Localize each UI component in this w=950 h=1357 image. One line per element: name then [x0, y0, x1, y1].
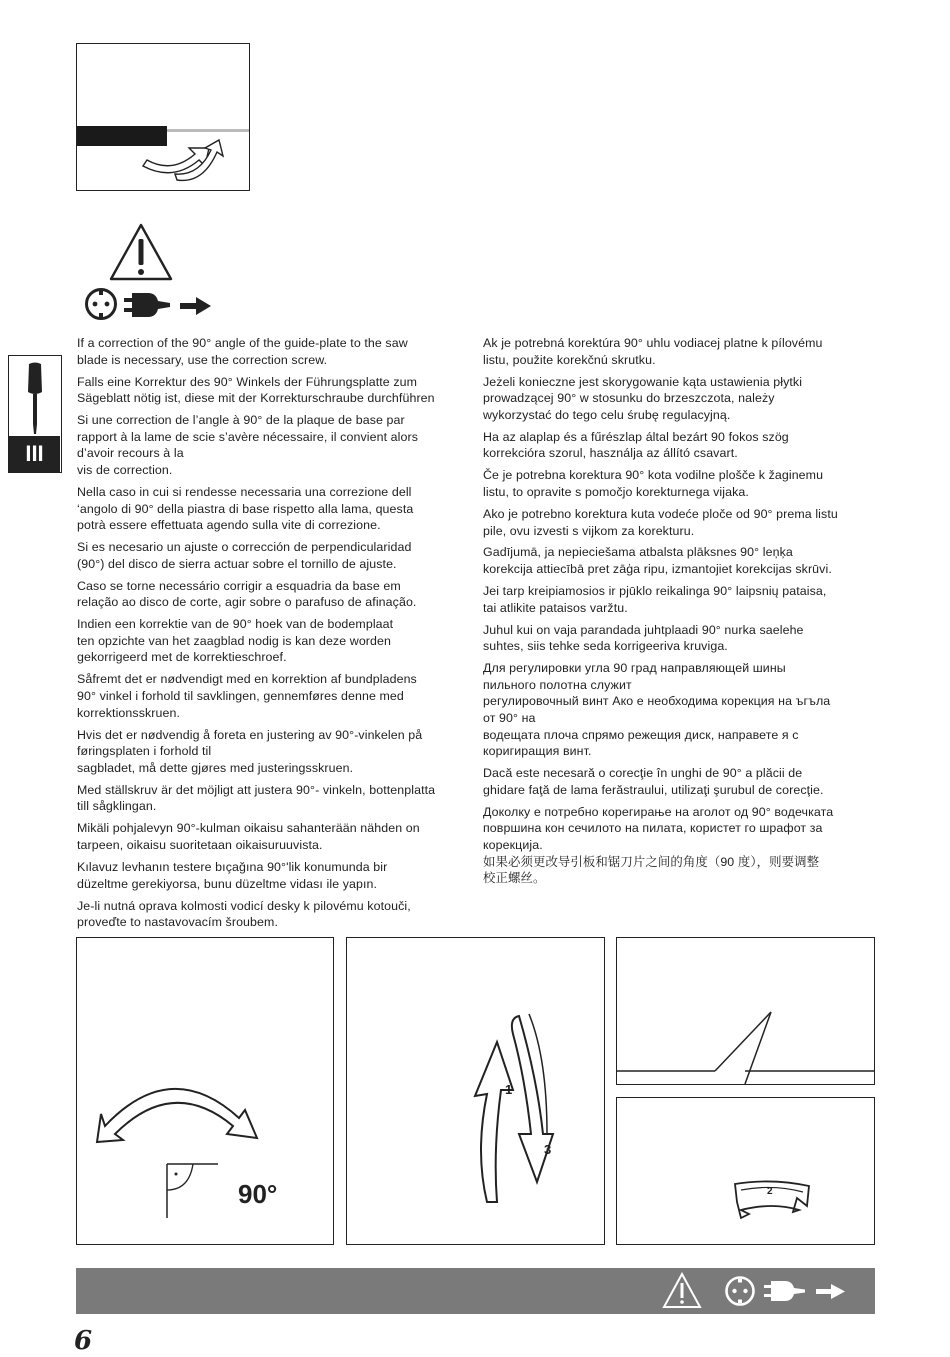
- instruction-text: Si une correction de l’angle à 90° de la plaque de base par rapport à la lame de scie s’avère nécessaire, il convient alors d’avoir recours à la vis de correction.: [77, 413, 419, 477]
- figure-blade-tip: [616, 937, 875, 1085]
- instruction-text: Ak je potrebná korektúra 90° uhlu vodiacej platne k pílovému listu, použite korekčnú skrutku.: [483, 336, 823, 367]
- instruction-text: Caso se torne necessário corrigir a esquadria da base em relação ao disco de corte, agir sobre o parafuso de afinação.: [77, 578, 417, 610]
- instruction-text: Si es necesario un ajuste o corrección de perpendicularidad (90°) del disco de sierra actuar sobre el tornillo de ajuste.: [77, 540, 412, 571]
- instruction-text: Ha az alaplap és a fűrészlap által bezárt 90 fokos szög korrekcióra szorul, használja az állító csavart.: [483, 429, 789, 461]
- instruction-text: Hvis det er nødvendig å foreta en justering av 90°-vinkelen på føringsplaten i forhold til sagbladet, må dette gjøres med justeringsskruen.: [77, 727, 423, 775]
- footer-bar: [76, 1268, 875, 1314]
- instruction-text: Доколку е потребно корегирање на аголот од 90° водечката површина кон сечилото на пилата, користет го шрафот за корекција. 如果必须更改导引板和锯刀片之间的角度（90 度），则要调整 校正螺丝。: [483, 804, 834, 886]
- angle-check-illustration: [77, 938, 334, 1245]
- instruction-text: Indien een korrektie van de 90° hoek van de bodemplaat ten opzichte van het zaagblad nodig is kan deze worden gekorrigeerd met de korrektieschroef.: [77, 617, 394, 665]
- step-1-label: 1: [505, 1082, 513, 1097]
- arrow-right-icon: [816, 1283, 846, 1300]
- blade-tip-illustration: [617, 938, 875, 1085]
- step-3-label: 3: [544, 1142, 552, 1157]
- instruction-text: Ako je potrebno korektura kuta vodeće ploče od 90° prema listu pile, ovu izvesti s vijkom za korekturu.: [483, 506, 838, 538]
- screwdriver-icon: [22, 362, 48, 436]
- instruction-text: Såfremt det er nødvendigt med en korrektion af bundpladens 90° vinkel i forhold til savklingen, gennemføres denne med korrektionsskruen.: [77, 672, 417, 720]
- section-tab: [8, 355, 62, 473]
- instructions-right-column: [483, 335, 883, 892]
- instruction-text: Dacă este necesară o corecţie în unghi de 90° a plăcii de ghidare faţă de lama ferăstraului, utilizaţi şurubul de corecţie.: [483, 766, 824, 797]
- section-label: III: [9, 436, 60, 472]
- page-number: 6: [74, 1326, 93, 1356]
- instruction-text: Juhul kui on vaja parandada juhtplaadi 90° nurka saelehe suhtes, siis tehke seda korrigeeriva kruviga.: [483, 622, 804, 654]
- instruction-text: Kılavuz levhanın testere bıçağına 90°'lik konumunda bir düzeltme gerekiyorsa, bunu düzeltme vidası ile yapın.: [77, 859, 388, 891]
- power-socket-icon: [84, 287, 118, 321]
- rotate-screw-illustration: [617, 1098, 875, 1245]
- instruction-text: Jei tarp kreipiamosios ir pjūklo reikalinga 90° laipsnių pataisa, tai atlikite pataisos varžtu.: [483, 584, 827, 615]
- warning-triangle-icon: [662, 1272, 702, 1309]
- instruction-text: Nella caso in cui si rendesse necessaria una correzione dell ‘angolo di 90° della piastra di base rispetto alla lama, questa potrà essere effettuata agendo sulla vite di correzione.: [77, 484, 414, 533]
- unplug-icon: [124, 291, 174, 319]
- figure-blade-adjustment: [76, 43, 250, 191]
- adjust-steps-illustration: [347, 938, 605, 1245]
- instruction-text: Med ställskruv är det möjligt att justera 90°- vinkeln, bottenplatta till sågklingan.: [77, 782, 436, 814]
- instruction-text: Če je potrebna korektura 90° kota vodilne plošče k žaginemu listu, to opravite s pomočjo korekturnega vijaka.: [483, 468, 824, 499]
- instructions-left-column: [77, 335, 477, 936]
- arrow-right-icon: [180, 296, 212, 316]
- figure-rotate-screw: [616, 1097, 875, 1245]
- instruction-text: Gadījumā, ja nepieciešama atbalsta plāksnes 90° leņķa korekcija attiecībā pret zāģa ripu, izmantojiet korekcijas skrūvi.: [483, 545, 832, 577]
- instruction-text: Для регулировки угла 90 град направляющей шины пильного полотна служит регулировочный винт Ако е необходима корекция на ъгъла от 90° на водещата плоча спрямо режещия диск, направете я с коригиращия винт.: [483, 661, 831, 759]
- angle-label: 90°: [238, 1179, 278, 1209]
- power-socket-icon: [724, 1275, 756, 1307]
- figure-adjust-steps: [346, 937, 605, 1245]
- instruction-text: Falls eine Korrektur des 90° Winkels der Führungsplatte zum Sägeblatt nötig ist, diese mit der Korrekturschraube durchführen: [77, 374, 435, 406]
- warning-triangle-icon: [108, 222, 174, 282]
- unplug-icon: [764, 1279, 808, 1303]
- instruction-text: If a correction of the 90° angle of the guide-plate to the saw blade is necessary, use the correction screw.: [77, 336, 408, 367]
- figure-angle-check: [76, 937, 334, 1245]
- instruction-text: Mikäli pohjalevyn 90°-kulman oikaisu sahanterään nähden on tarpeen, oikaisu suoritetaan oikaisuruuvista.: [77, 821, 420, 852]
- instruction-text: Je-li nutná oprava kolmosti vodicí desky k pilovému kotouči, proveďte to nastavovacím šroubem.: [77, 898, 411, 930]
- instruction-text: Jeżeli konieczne jest skorygowanie kąta ustawienia płytki prowadzącej 90° w stosunku do brzeszczota, należy wykorzystać do tego celu śrubę regulacyjną.: [483, 374, 803, 422]
- step-2-label: 2: [767, 1186, 773, 1197]
- blade-adjust-illustration: [77, 44, 250, 191]
